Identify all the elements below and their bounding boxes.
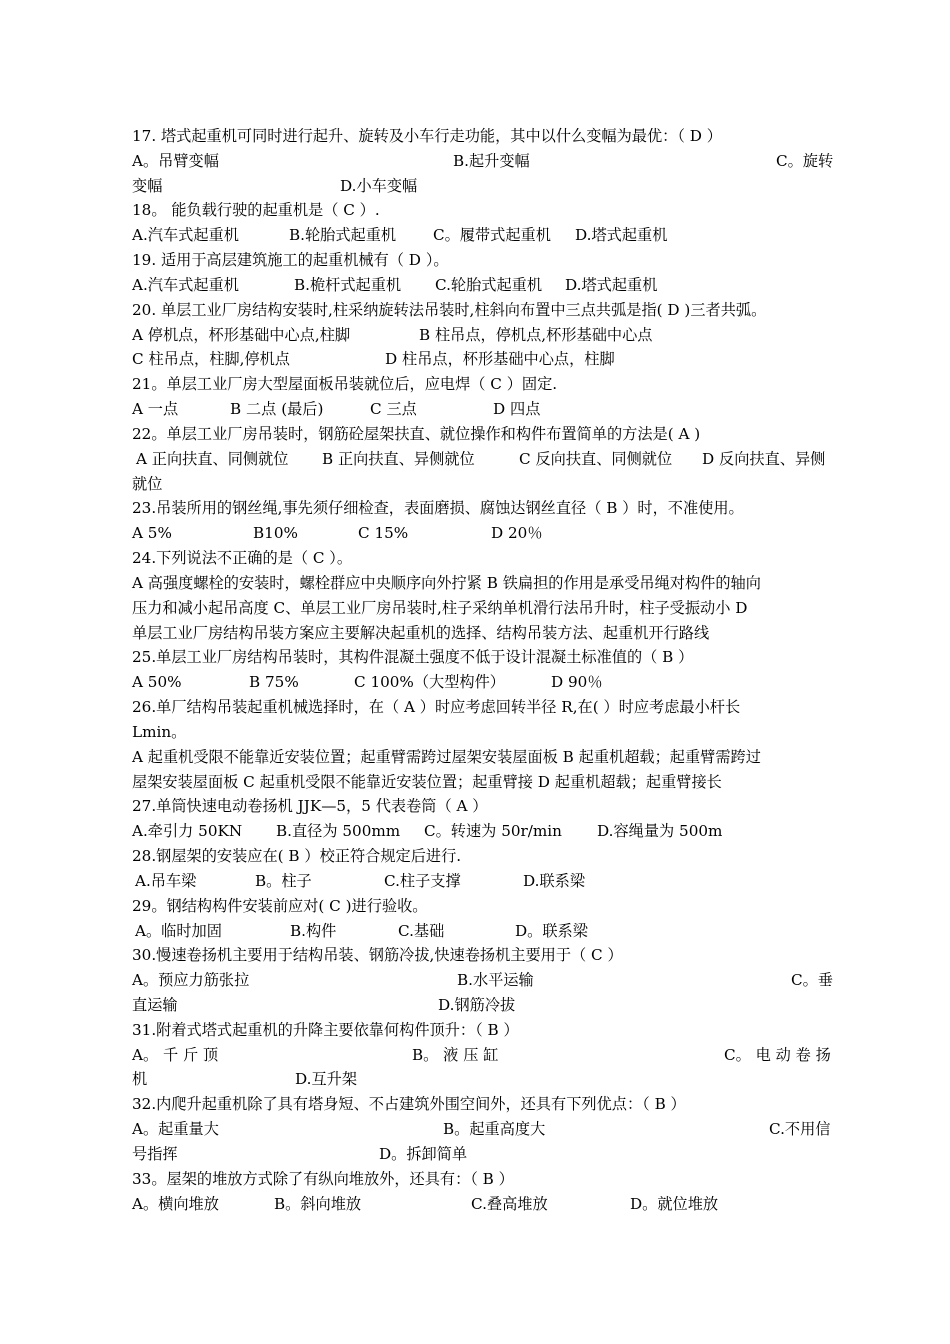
text-line: 19. 适用于高层建筑施工的起重机械有（ D ）。 <box>132 251 449 270</box>
text-line: 24.下列说法不正确的是（ C ）。 <box>132 549 353 568</box>
text-line: 30.慢速卷扬机主要用于结构吊装、钢筋冷拔,快速卷扬机主要用于（ C ） <box>132 946 623 965</box>
option-text: A。横向堆放 <box>132 1194 219 1213</box>
text-line <box>132 149 838 174</box>
option-text: C。转速为 50r/min <box>424 822 562 841</box>
option-text: B。起重高度大 <box>443 1120 546 1139</box>
option-text: D.小车变幅 <box>340 176 418 195</box>
option-text: C 反向扶直、同侧就位 <box>519 449 673 468</box>
option-text: D 四点 <box>493 400 541 419</box>
option-text: D。就位堆放 <box>630 1194 719 1213</box>
option-text: D 反向扶直、异侧 <box>702 449 826 468</box>
option-text: C.轮胎式起重机 <box>435 275 543 294</box>
text-line <box>132 447 838 472</box>
option-text: C.柱子支撑 <box>384 871 461 890</box>
option-text: B 75% <box>249 673 299 692</box>
option-text: C 15% <box>358 524 409 543</box>
option-text: D。拆卸简单 <box>379 1144 468 1163</box>
option-text: B.直径为 500mm <box>276 822 401 841</box>
option-text: 直运输 <box>132 995 178 1014</box>
text-line: 29。钢结构构件安装前应对( C )进行验收。 <box>132 896 428 915</box>
text-line: 18。 能负载行驶的起重机是（ C ）. <box>132 201 380 220</box>
text-line: 26.单厂结构吊装起重机械选择时，在（ A ）时应考虑回转半径 R,在( ）时应考虑最小杆长 <box>132 698 741 717</box>
option-text: B 二点 (最后) <box>230 400 324 419</box>
option-text: D.塔式起重机 <box>565 275 658 294</box>
option-text: C.不用信 <box>769 1120 831 1139</box>
text-line <box>132 1192 838 1217</box>
option-text: A。吊臂变幅 <box>132 151 219 170</box>
text-line <box>132 968 838 993</box>
text-line: 32.内爬升起重机除了具有塔身短、不占建筑外围空间外，还具有下列优点：（ B ） <box>132 1095 686 1114</box>
text-line <box>132 323 838 348</box>
text-line: A 起重机受限不能靠近安装位置；起重臂需跨过屋架安装屋面板 B 起重机超载；起重臂需跨过 <box>132 747 761 766</box>
option-text: C 100%（大型构件） <box>354 673 505 692</box>
text-line <box>132 223 838 248</box>
option-text: A 5% <box>132 524 172 543</box>
option-text: A.汽车式起重机 <box>132 226 239 245</box>
option-text: A 正向扶直、同侧就位 <box>136 449 289 468</box>
text-line <box>132 397 838 422</box>
text-line <box>132 919 838 944</box>
text-line: 单层工业厂房结构吊装方案应主要解决起重机的选择、结构吊装方法、起重机开行路线 <box>132 623 710 642</box>
option-text: C。履带式起重机 <box>433 226 551 245</box>
option-text: B。斜向堆放 <box>274 1194 362 1213</box>
text-line: 20. 单层工业厂房结构安装时,柱采纳旋转法吊装时,柱斜向布置中三点共弧是指( D )三者共弧。 <box>132 300 767 319</box>
text-line: 31.附着式塔式起重机的升降主要依靠何构件顶升：（ B ） <box>132 1020 519 1039</box>
option-text: B.桅杆式起重机 <box>294 275 402 294</box>
text-line: 23.吊装所用的钢丝绳,事先须仔细检查，表面磨损、腐蚀达钢丝直径（ B ）时，不准使用。 <box>132 499 744 518</box>
text-line: 22。单层工业厂房吊装时，钢筋砼屋架扶直、就位操作和构件布置简单的方法是( A ) <box>132 424 701 443</box>
document-body <box>132 124 838 1216</box>
option-text: 号指挥 <box>132 1144 178 1163</box>
option-text: A。起重量大 <box>132 1120 219 1139</box>
text-line <box>132 1117 838 1142</box>
option-text: B。柱子 <box>255 871 312 890</box>
option-text: A。临时加固 <box>135 921 222 940</box>
text-line <box>132 819 838 844</box>
text-line <box>132 1067 838 1092</box>
option-text: A 停机点，杯形基础中心点,柱脚 <box>132 325 351 344</box>
text-line: 33。屋架的堆放方式除了有纵向堆放外，还具有：（ B ） <box>132 1169 514 1188</box>
option-text: D.钢筋冷拔 <box>438 995 516 1014</box>
option-text: A.汽车式起重机 <box>132 275 239 294</box>
option-text: 变幅 <box>132 176 163 195</box>
option-text: C。垂 <box>791 971 833 990</box>
text-line: 就位 <box>132 474 163 493</box>
option-text: A 50% <box>132 673 182 692</box>
option-text: D 柱吊点，杯形基础中心点，柱脚 <box>385 350 615 369</box>
option-text: D 90％ <box>551 673 603 692</box>
option-text: B.轮胎式起重机 <box>289 226 397 245</box>
option-text: A。 千 斤 顶 <box>132 1045 219 1064</box>
text-line <box>132 273 838 298</box>
option-text: D.互升架 <box>295 1070 358 1089</box>
option-text: B.构件 <box>290 921 337 940</box>
option-text: B 正向扶直、异侧就位 <box>322 449 475 468</box>
text-line: 17. 塔式起重机可同时进行起升、旋转及小车行走功能，其中以什么变幅为最优：（ D ） <box>132 127 722 145</box>
text-line: A 高强度螺栓的安装时，螺栓群应中央顺序向外拧紧 B 铁扁担的作用是承受吊绳对构件的轴向 <box>132 573 761 592</box>
option-text: B.起升变幅 <box>453 151 530 170</box>
text-line: 屋架安装屋面板 C 起重机受限不能靠近安装位置；起重臂接 D 起重机超载；起重臂接长 <box>132 772 722 791</box>
text-line: 28.钢屋架的安装应在( B ）校正符合规定后进行. <box>132 847 462 866</box>
text-line <box>132 869 838 894</box>
option-text: C 三点 <box>370 400 417 419</box>
text-line <box>132 670 838 695</box>
text-line <box>132 521 838 546</box>
option-text: B.水平运输 <box>457 971 534 990</box>
option-text: D.塔式起重机 <box>575 226 668 245</box>
option-text: 机 <box>132 1070 148 1089</box>
option-text: A.吊车梁 <box>135 871 197 890</box>
option-text: C.叠高堆放 <box>471 1194 548 1213</box>
text-line <box>132 174 838 199</box>
option-text: D.容绳量为 500m <box>597 822 723 841</box>
text-line: 21。单层工业厂房大型屋面板吊装就位后，应电焊（ C ）固定. <box>132 375 558 394</box>
option-text: C.基础 <box>398 921 445 940</box>
option-text: C。旋转 <box>776 151 834 170</box>
option-text: D.联系梁 <box>523 871 586 890</box>
text-line: 压力和减小起吊高度 C、单层工业厂房吊装时,柱子采纳单机滑行法吊升时，柱子受振动小 D <box>132 598 748 617</box>
text-line <box>132 1142 838 1167</box>
text-line <box>132 347 838 372</box>
option-text: B10% <box>253 524 298 543</box>
text-line <box>132 993 838 1018</box>
option-text: A.牵引力 50KN <box>132 822 243 841</box>
option-text: C 柱吊点，柱脚,停机点 <box>132 350 290 369</box>
text-line <box>132 1043 838 1068</box>
option-text: C。 电 动 卷 扬 <box>724 1045 831 1064</box>
text-line: 27.单筒快速电动卷扬机 JJK—5，5 代表卷筒（ A ） <box>132 797 488 816</box>
option-text: D。联系梁 <box>515 921 588 940</box>
option-text: A 一点 <box>132 400 179 419</box>
option-text: B 柱吊点，停机点,杯形基础中心点 <box>419 325 653 344</box>
option-text: A。预应力筋张拉 <box>132 971 250 990</box>
option-text: B。 液 压 缸 <box>412 1045 499 1064</box>
text-line: Lmin。 <box>132 722 187 741</box>
option-text: D 20％ <box>491 524 543 543</box>
text-line: 25.单层工业厂房结构吊装时，其构件混凝土强度不低于设计混凝土标准值的（ B ） <box>132 648 694 667</box>
